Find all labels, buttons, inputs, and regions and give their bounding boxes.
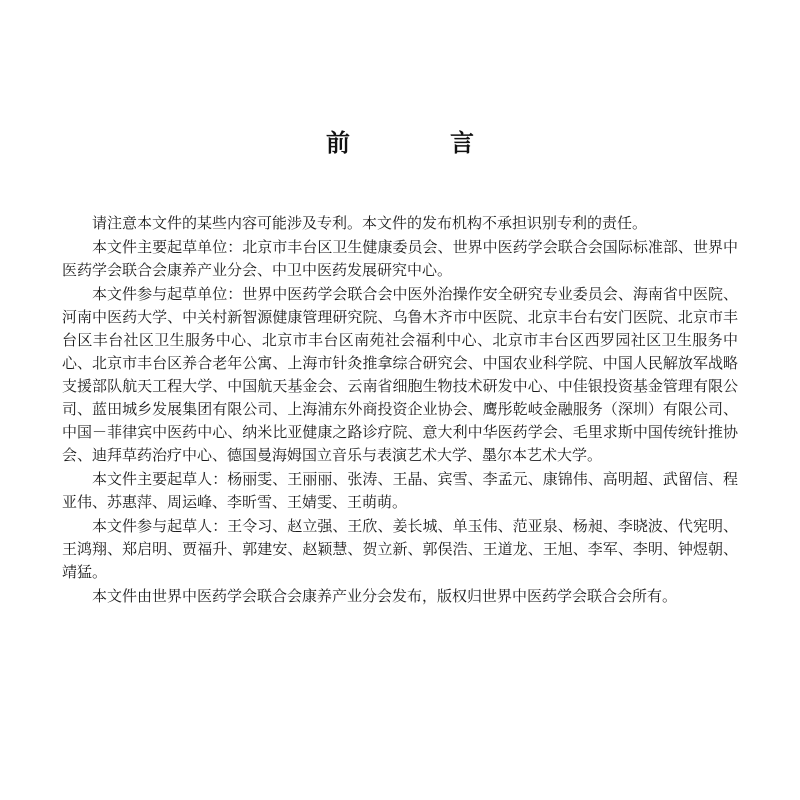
page-title: 前 言 — [326, 129, 512, 157]
paragraph-copyright: 本文件由世界中医药学会联合会康养产业分会发布，版权归世界中医药学会联合会所有。 — [92, 587, 678, 605]
paragraph-patent-notice: 请注意本文件的某些内容可能涉及专利。本文件的发布机构不承担识别专利的责任。 — [92, 214, 648, 232]
paragraph-main-drafters: 本文件主要起草人：杨丽雯、王丽丽、张涛、王晶、宾雪、李孟元、康锦伟、高明超、武留信、程亚伟、苏惠萍、周运峰、李昕雪、王婧雯、王萌萌。 — [62, 470, 738, 511]
paragraph-participating-units: 本文件参与起草单位：世界中医药学会联合会中医外治操作安全研究专业委员会、海南省中医院、河南中医药大学、中关村新智源健康管理研究院、乌鲁木齐市中医院、北京丰台右安门医院、北京市丰台区丰台社区卫生服务中心、北京市丰台区南苑社会福利中心、北京市丰台区西罗园社区卫生服务中心、北京市丰台区养合老年公寓、上海市针灸推拿综合研究会、中国农业科学院、中国人民解放军战略支援部队航天工程大学、中国航天基金会、云南省细胞生物技术研发中心、中佳银投资基金管理有限公司、蓝田城乡发展集团有限公司、上海浦东外商投资企业协会、鹰彤乾岐金融服务（深圳）有限公司、中国－菲律宾中医药中心、纳米比亚健康之路诊疗院、意大利中华医药学会、毛里求斯中国传统针推协会、迪拜草药治疗中心、德国曼海姆国立音乐与表演艺术大学、墨尔本艺术大学。 — [62, 285, 738, 464]
foreword-body — [62, 212, 738, 609]
paragraph-participating-drafters: 本文件参与起草人：王令习、赵立强、王欣、姜长城、单玉伟、范亚泉、杨昶、李晓波、代宪明、王鸿翔、郑启明、贾福升、郭建安、赵颖慧、贺立新、郭俣浩、王道龙、王旭、李军、李明、钟煜朝、靖猛。 — [62, 517, 738, 581]
paragraph-main-drafting-units: 本文件主要起草单位：北京市丰台区卫生健康委员会、世界中医药学会联合会国际标准部、世界中医药学会联合会康养产业分会、中卫中医药发展研究中心。 — [62, 238, 738, 279]
